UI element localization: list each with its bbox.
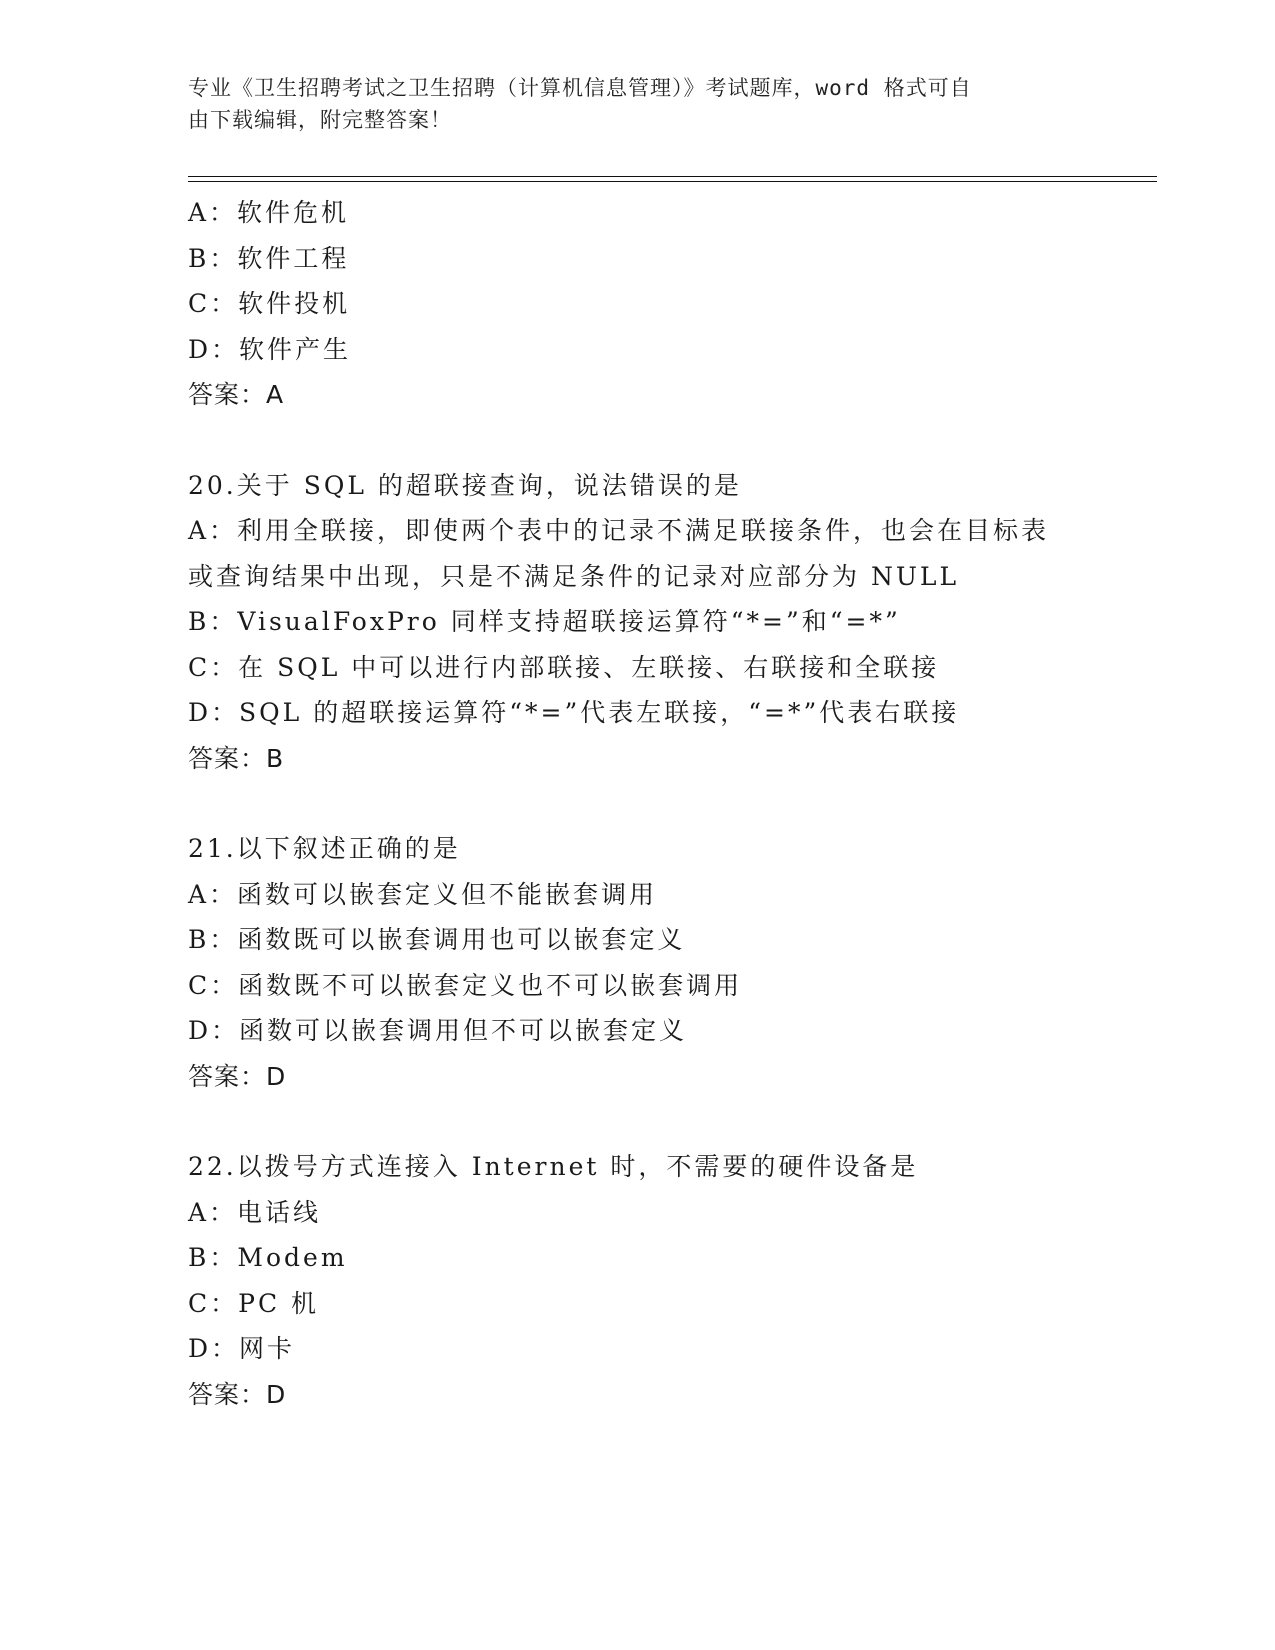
q20-answer: 答案：B: [188, 743, 285, 773]
q21-option-d: D：函数可以嵌套调用但不可以嵌套定义: [188, 1016, 688, 1045]
q19-option-d: D：软件产生: [188, 334, 352, 364]
header-line-1: 专业《卫生招聘考试之卫生招聘（计算机信息管理）》考试题库，word 格式可自: [188, 76, 972, 100]
q22-option-c: C：PC 机: [188, 1288, 320, 1318]
q19-option-c: C：软件投机: [188, 289, 351, 318]
spacer: [188, 781, 1148, 826]
q22-option-b: B：Modem: [188, 1243, 348, 1272]
spacer: [188, 418, 1148, 463]
question-list: [188, 190, 1148, 1417]
question-block-19: [188, 190, 1148, 418]
q21-option-c: C：函数既不可以嵌套定义也不可以嵌套调用: [188, 970, 743, 1000]
q22-option-a: A：电话线: [188, 1197, 322, 1227]
q19-answer: 答案：A: [188, 380, 285, 409]
q19-option-b: B：软件工程: [188, 243, 350, 273]
question-block-20: [188, 463, 1148, 782]
q22-question: 22.以拨号方式连接入 Internet 时，不需要的硬件设备是: [188, 1152, 919, 1181]
q20-option-d: D：SQL 的超联接运算符“*=”代表左联接，“=*”代表右联接: [188, 698, 960, 727]
q20-option-b: B：VisualFoxPro 同样支持超联接运算符“*=”和“=*”: [188, 607, 901, 636]
q20-option-a-line-1: A：利用全联接，即使两个表中的记录不满足联接条件，也会在目标表: [188, 516, 1050, 545]
spacer: [188, 1099, 1148, 1144]
q22-option-d: D：网卡: [188, 1334, 296, 1363]
q20-option-a-line-2: 或查询结果中出现，只是不满足条件的记录对应部分为 NULL: [188, 561, 960, 591]
q20-question: 20.关于 SQL 的超联接查询，说法错误的是: [188, 470, 742, 500]
question-block-21: [188, 826, 1148, 1099]
page-header: [188, 72, 1088, 136]
header-line-2: 由下载编辑，附完整答案！: [188, 108, 452, 132]
q19-option-a: A：软件危机: [188, 198, 350, 227]
header-rule-top: [188, 176, 1157, 177]
q21-option-a: A：函数可以嵌套定义但不能嵌套调用: [188, 879, 658, 909]
question-block-22: [188, 1144, 1148, 1417]
q21-answer: 答案：D: [188, 1061, 287, 1091]
q21-question: 21.以下叙述正确的是: [188, 834, 461, 863]
header-rule-bottom: [188, 181, 1157, 182]
q20-option-c: C：在 SQL 中可以进行内部联接、左联接、右联接和全联接: [188, 652, 940, 682]
q22-answer: 答案：D: [188, 1379, 287, 1409]
q21-option-b: B：函数既可以嵌套调用也可以嵌套定义: [188, 925, 686, 954]
